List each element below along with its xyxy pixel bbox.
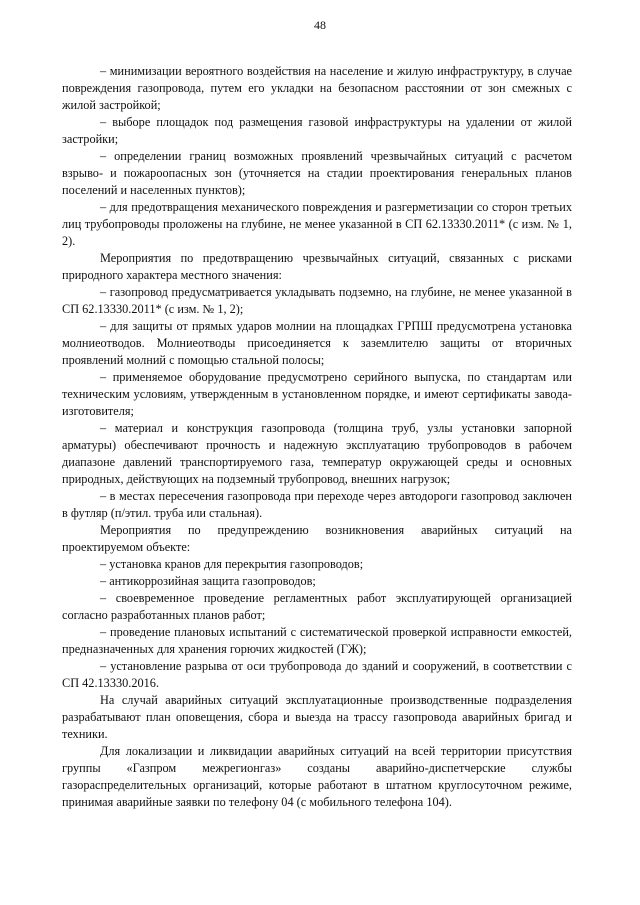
paragraph-equipment: – применяемое оборудование предусмотрено серийного выпуска, по стандартам или техническим условиям, утвержденным в установленном порядке, и имеют сертификаты завода-изготовителя; bbox=[62, 370, 572, 418]
paragraph-minimization: – минимизации вероятного воздействия на население и жилую инфраструктуру, в случае повреждения газопровода, путем его укладки на безопасном расстоянии от зон смежных с жилой застройкой; bbox=[62, 64, 572, 112]
document-body bbox=[62, 63, 572, 811]
paragraph-emergency-zones: – определении границ возможных проявлений чрезвычайных ситуаций с расчетом взрыво- и пожароопасных зон (уточняется на стадии проектирования генеральных планов поселений и населенных пунктов); bbox=[62, 149, 572, 197]
paragraph-mechanical-damage: – для предотвращения механического повреждения и разгерметизации со сторон третьих лиц трубопроводы проложены на глубине, не менее указанной в СП 62.13330.2011* (с изм. № 1, 2). bbox=[62, 200, 572, 248]
paragraph-dispatch-services: Для локализации и ликвидации аварийных ситуаций на всей территории присутствия группы «Газпром межрегионгаз» созданы аварийно-диспетчерские службы газораспределительных организаций, которые работают в штатном круглосуточном режиме, принимая аварийные заявки по телефону 04 (с мобильного телефона 104). bbox=[62, 744, 572, 809]
paragraph-site-selection: – выборе площадок под размещения газовой инфраструктуры на удалении от жилой застройки; bbox=[62, 115, 572, 146]
paragraph-shutoff-valves: – установка кранов для перекрытия газопроводов; bbox=[100, 557, 364, 571]
page-number: 48 bbox=[314, 18, 326, 32]
paragraph-natural-risks-heading: Мероприятия по предотвращению чрезвычайных ситуаций, связанных с рисками природного характера местного значения: bbox=[62, 251, 572, 282]
paragraph-accident-prevention-heading: Мероприятия по предупреждению возникновения аварийных ситуаций на проектируемом объекте: bbox=[62, 523, 572, 554]
paragraph-corrosion-protection: – антикоррозийная защита газопроводов; bbox=[100, 574, 316, 588]
paragraph-pipeline-design: – материал и конструкция газопровода (толщина труб, узлы установки запорной арматуры) обеспечивают прочность и надежную эксплуатацию трубопроводов в рабочем диапазоне давлений транспортируемого газа, температур окружающей среды и основных природных, действующих на подземный трубопровод, внешних нагрузок; bbox=[62, 421, 572, 486]
paragraph-scheduled-maintenance: – своевременное проведение регламентных работ эксплуатирующей организацией согласно разработанных планов работ; bbox=[62, 591, 572, 622]
paragraph-planned-tests: – проведение плановых испытаний с систематической проверкой исправности емкостей, предназначенных для хранения горючих жидкостей (ГЖ); bbox=[62, 625, 572, 656]
paragraph-separation-distance: – установление разрыва от оси трубопровода до зданий и сооружений, в соответствии с СП 42.13330.2016. bbox=[62, 659, 572, 690]
paragraph-lightning-protection: – для защиты от прямых ударов молнии на площадках ГРПШ предусмотрена установка молниеотводов. Молниеотводы присоединяется к заземлителю защиты от вторичных проявлений молний с помощью стальной полосы; bbox=[62, 319, 572, 367]
paragraph-road-crossing: – в местах пересечения газопровода при переходе через автодороги газопровод заключен в футляр (п/этил. труба или стальная). bbox=[62, 489, 572, 520]
paragraph-underground-laying: – газопровод предусматривается укладывать подземно, на глубине, не менее указанной в СП 62.13330.2011* (с изм. № 1, 2); bbox=[62, 285, 572, 316]
paragraph-notification-plan: На случай аварийных ситуаций эксплуатационные производственные подразделения разрабатывают план оповещения, сбора и выезда на трассу газопровода аварийных бригад и техники. bbox=[62, 693, 572, 741]
